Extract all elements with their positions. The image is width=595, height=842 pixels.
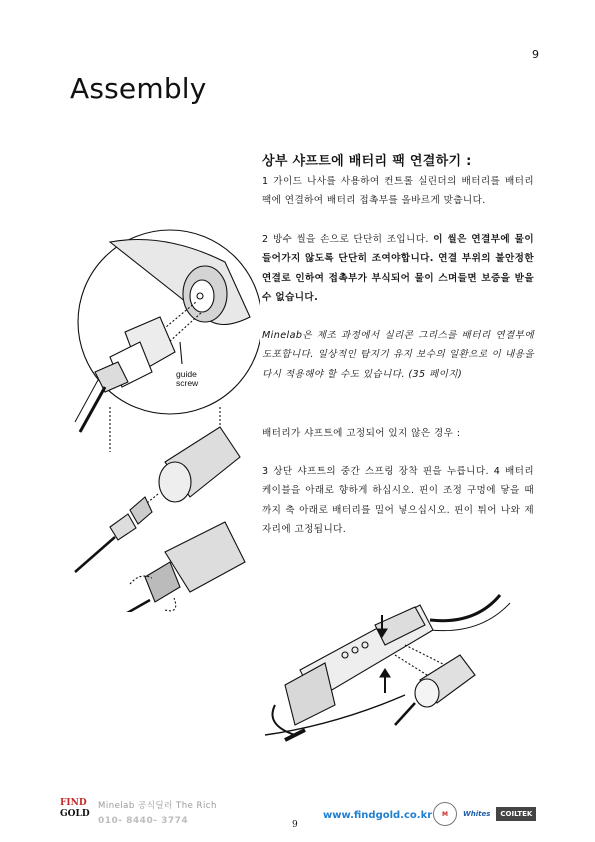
paragraph-step2-warning: 이 씰은 연결부에 물이 들어가지 않도록 단단히 조여야합니다. 연결 부위의 불안정한 연결로 인하여 접촉부가 부식되어 물이 스며들면 보증을 받을 수 없습니다. xyxy=(262,234,535,303)
callout-screw: screw xyxy=(176,378,199,388)
paragraph-step2-normal: 2 방수 씰을 손으로 단단히 조입니다. xyxy=(262,234,434,245)
page-title: Assembly xyxy=(70,72,207,105)
shaft-battery-illustration xyxy=(255,575,530,760)
findgold-logo: FIND GOLD xyxy=(60,798,90,819)
dealer-phone: 010- 8440- 3774 xyxy=(98,816,189,826)
paragraph-steps3-4: 3 상단 샤프트의 중간 스프링 장착 핀을 누릅니다. 4 배터리 케이블을 아래로 향하게 하십시오. 핀이 조정 구멍에 닿을 때 까지 축 아래로 배터리를 밀어 넣으십시오. 핀이 튀어 나와 제자리에 고정됩니다. xyxy=(262,466,534,535)
paragraph-step1: 1 가이드 나사를 사용하여 컨트롤 실린더의 배터리를 배터리 팩에 연결하여 배터리 접촉부를 올바르게 맞춥니다. xyxy=(262,176,534,207)
battery-connector-illustration xyxy=(70,222,260,612)
footer xyxy=(0,788,595,842)
paragraph-condition: 배터리가 샤프트에 고정되어 있지 않은 경우 : xyxy=(262,428,461,439)
minelab-badge-icon: M xyxy=(433,802,457,826)
callout-guide: guide xyxy=(176,369,197,379)
brand-badges xyxy=(433,802,536,826)
page-number-top: 9 xyxy=(532,48,539,61)
coiltek-badge: COILTEK xyxy=(496,807,536,821)
section-heading: 상부 샤프트에 배터리 팩 연결하기 : xyxy=(262,154,472,169)
website-link[interactable]: www.findgold.co.kr xyxy=(323,810,433,821)
paragraph-step2 xyxy=(262,230,534,307)
whites-badge: Whites xyxy=(463,810,491,818)
page-number-bottom: 9 xyxy=(292,820,298,830)
paragraph-grease-note: Minelab은 제조 과정에서 실리콘 그리스를 배터리 연결부에 도포합니다. 일상적인 탐지기 유지 보수의 일환으로 이 내용을 다시 적용해야 할 수도 있습니다. (35 페이지) xyxy=(262,330,534,380)
dealer-text: Minelab 공식딜러 The Rich xyxy=(98,801,217,811)
